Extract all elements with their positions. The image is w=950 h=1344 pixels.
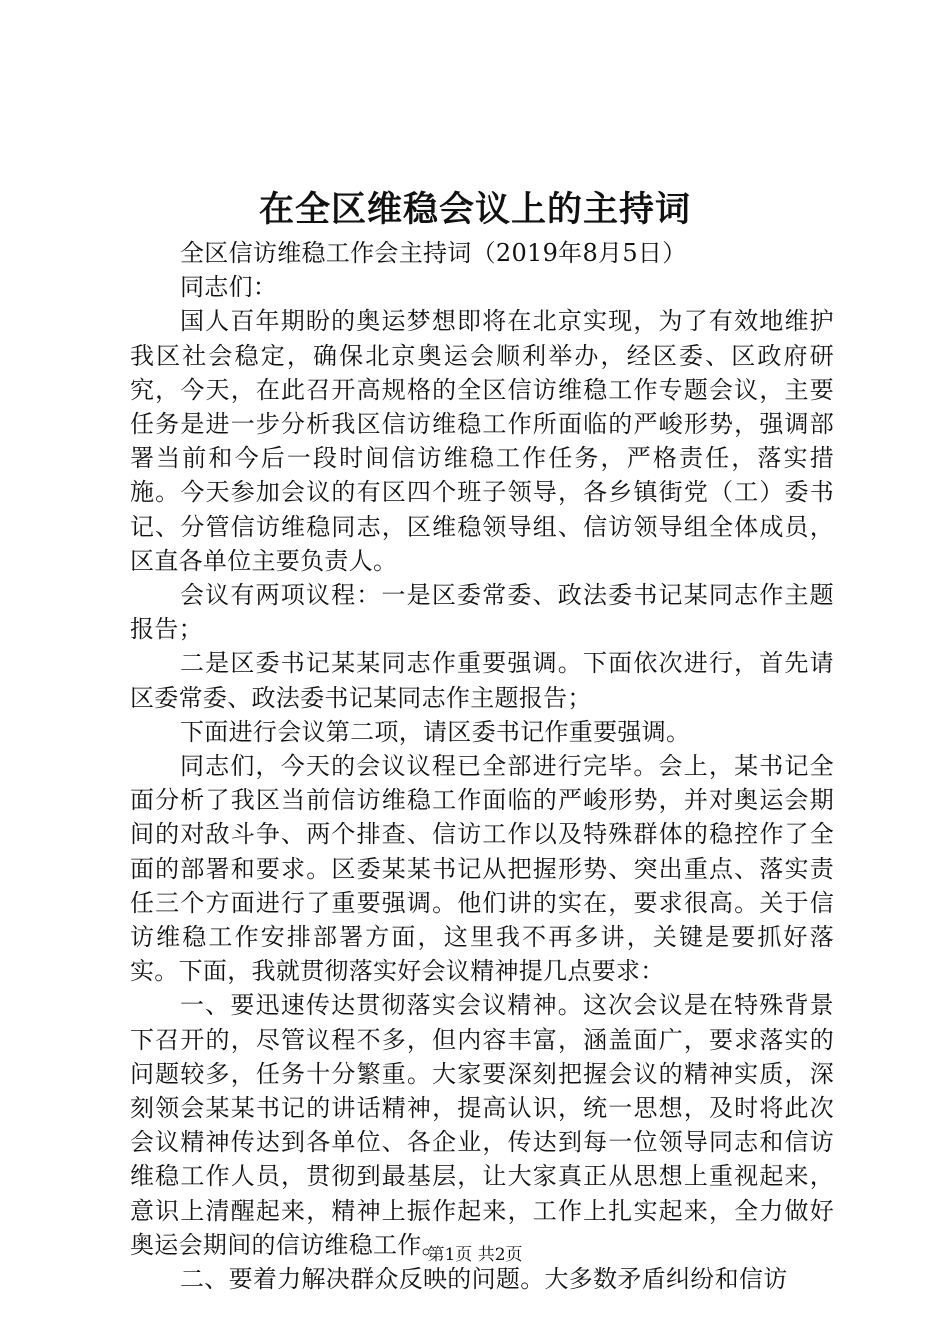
document-body	[130, 236, 834, 1296]
paragraph-requirement-one: 一、要迅速传达贯彻落实会议精神。这次会议是在特殊背景下召开的，尽管议程不多，但内容丰富，涵盖面广，要求落实的问题较多，任务十分繁重。大家要深刻把握会议的精神实质，深刻领会某某书记的讲话精神，提高认识，统一思想，及时将此次会议精神传达到各单位、各企业，传达到每一位领导同志和信访维稳工作人员，贯彻到最基层，让大家真正从思想上重视起来，意识上清醒起来，精神上振作起来，工作上扎实起来，全力做好奥运会期间的信访维稳工作。	[130, 991, 834, 1259]
paragraph-agenda-two: 二是区委书记某某同志作重要强调。下面依次进行，首先请区委常委、政法委书记某同志作主题报告；	[130, 649, 834, 712]
paragraph-agenda: 会议有两项议程：一是区委常委、政法委书记某同志作主题报告；	[130, 581, 834, 644]
page-indicator: 第1页 共2页	[427, 1245, 523, 1265]
paragraph-salutation: 同志们：	[180, 273, 278, 302]
paragraph-second-item: 下面进行会议第二项，请区委书记作重要强调。	[180, 717, 691, 746]
paragraph-summary: 同志们，今天的会议议程已全部进行完毕。会上，某书记全面分析了我区当前信访维稳工作面临的严峻形势，并对奥运会期间的对敌斗争、两个排查、信访工作以及特殊群体的稳控作了全面的部署和要求。区委某某书记从把握形势、突出重点、落实责任三个方面进行了重要强调。他们讲的实在，要求很高。关于信访维稳工作安排部署方面，这里我不再多讲，关键是要抓好落实。下面，我就贯彻落实好会议精神提几点要求：	[130, 752, 834, 986]
paragraph-opening: 国人百年期盼的奥运梦想即将在北京实现，为了有效地维护我区社会稳定，确保北京奥运会顺利举办，经区委、区政府研究，今天，在此召开高规格的全区信访维稳工作专题会议，主要任务是进一步分析我区信访维稳工作所面临的严峻形势，强调部署当前和今后一段时间信访维稳工作任务，严格责任，落实措施。今天参加会议的有区四个班子领导，各乡镇街党（工）委书记、分管信访维稳同志，区维稳领导组、信访领导组全体成员，区直各单位主要负责人。	[130, 307, 834, 575]
paragraph-requirement-two: 二、要着力解决群众反映的问题。大多数矛盾纠纷和信访	[180, 1265, 788, 1294]
document-title: 在全区维稳会议上的主持词	[258, 189, 691, 230]
paragraph-subtitle: 全区信访维稳工作会主持词（2019年8月5日）	[180, 239, 687, 267]
